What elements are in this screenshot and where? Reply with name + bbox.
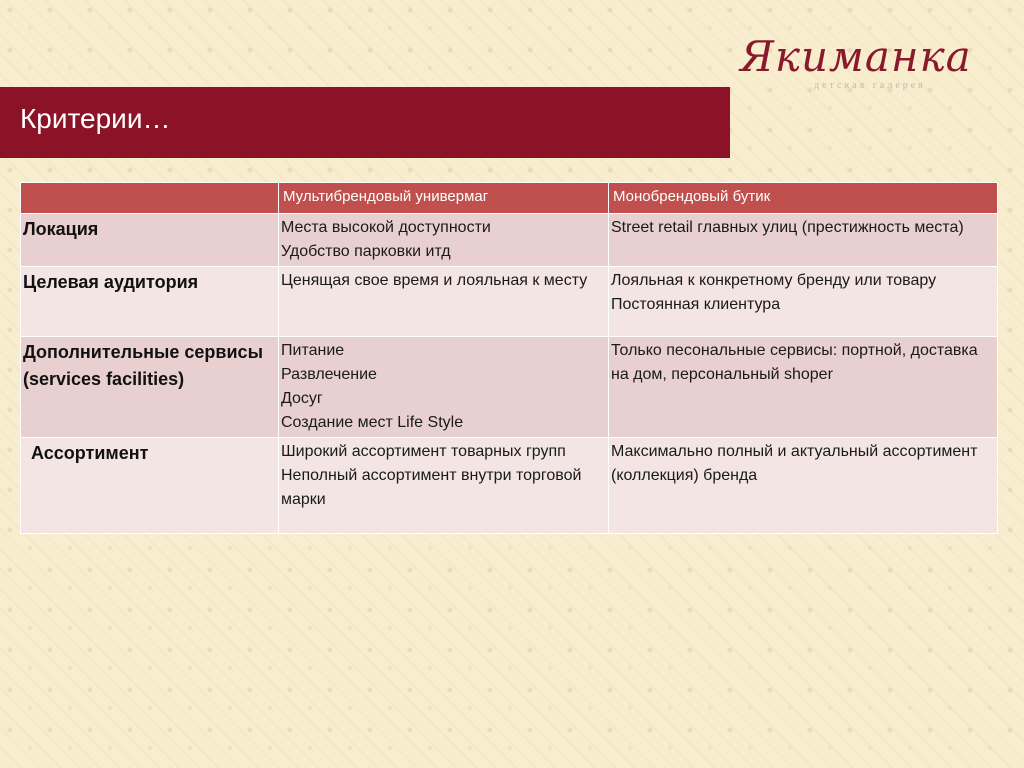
table-row — [21, 438, 998, 534]
cell-line: Места высокой доступности — [281, 219, 491, 236]
cell-line: Только песональные сервисы: портной, доставка на дом, персональный shoper — [611, 342, 978, 383]
multibrand-cell — [279, 337, 609, 438]
cell-line: Лояльная к конкретному бренду или товару — [611, 272, 937, 289]
monobrand-cell — [609, 337, 998, 438]
brand-logo — [736, 30, 996, 100]
cell-line: Создание мест Life Style — [281, 414, 464, 431]
table-row — [21, 337, 998, 438]
multibrand-cell — [279, 438, 609, 534]
cell-line: Street retail главных улиц (престижность места) — [611, 219, 964, 236]
cell-line: Максимально полный и актуальный ассортимент (коллекция) бренда — [611, 443, 978, 484]
criterion-cell: Ассортимент — [21, 438, 279, 534]
cell-line: Широкий ассортимент товарных групп — [281, 443, 566, 460]
multibrand-cell — [279, 267, 609, 337]
logo-subtitle: детская галерея — [814, 80, 926, 91]
cell-line: Досуг — [281, 390, 323, 407]
monobrand-cell — [609, 214, 998, 267]
header-cell-multibrand: Мультибрендовый универмаг — [279, 183, 609, 214]
monobrand-cell — [609, 438, 998, 534]
header-cell-criterion — [21, 183, 279, 214]
comparison-table — [20, 182, 998, 534]
cell-line: Удобство парковки итд — [281, 243, 451, 260]
cell-line: Развлечение — [281, 366, 377, 383]
cell-line: Ценящая свое время и лояльная к месту — [281, 272, 588, 289]
cell-line: Питание — [281, 342, 345, 359]
criterion-cell: Целевая аудитория — [21, 267, 279, 337]
table-row — [21, 214, 998, 267]
criterion-cell: Дополнительные сервисы (services facilities) — [21, 337, 279, 438]
header-cell-monobrand: Монобрендовый бутик — [609, 183, 998, 214]
multibrand-cell — [279, 214, 609, 267]
monobrand-cell — [609, 267, 998, 337]
slide-title: Критерии… — [20, 103, 171, 134]
cell-line: Неполный ассортимент внутри торговой марки — [281, 467, 582, 508]
criterion-cell: Локация — [21, 214, 279, 267]
cell-line: Постоянная клиентура — [611, 296, 781, 313]
table-header-row — [21, 183, 998, 214]
table-row — [21, 267, 998, 337]
logo-wordmark: Якиманка — [740, 32, 972, 81]
